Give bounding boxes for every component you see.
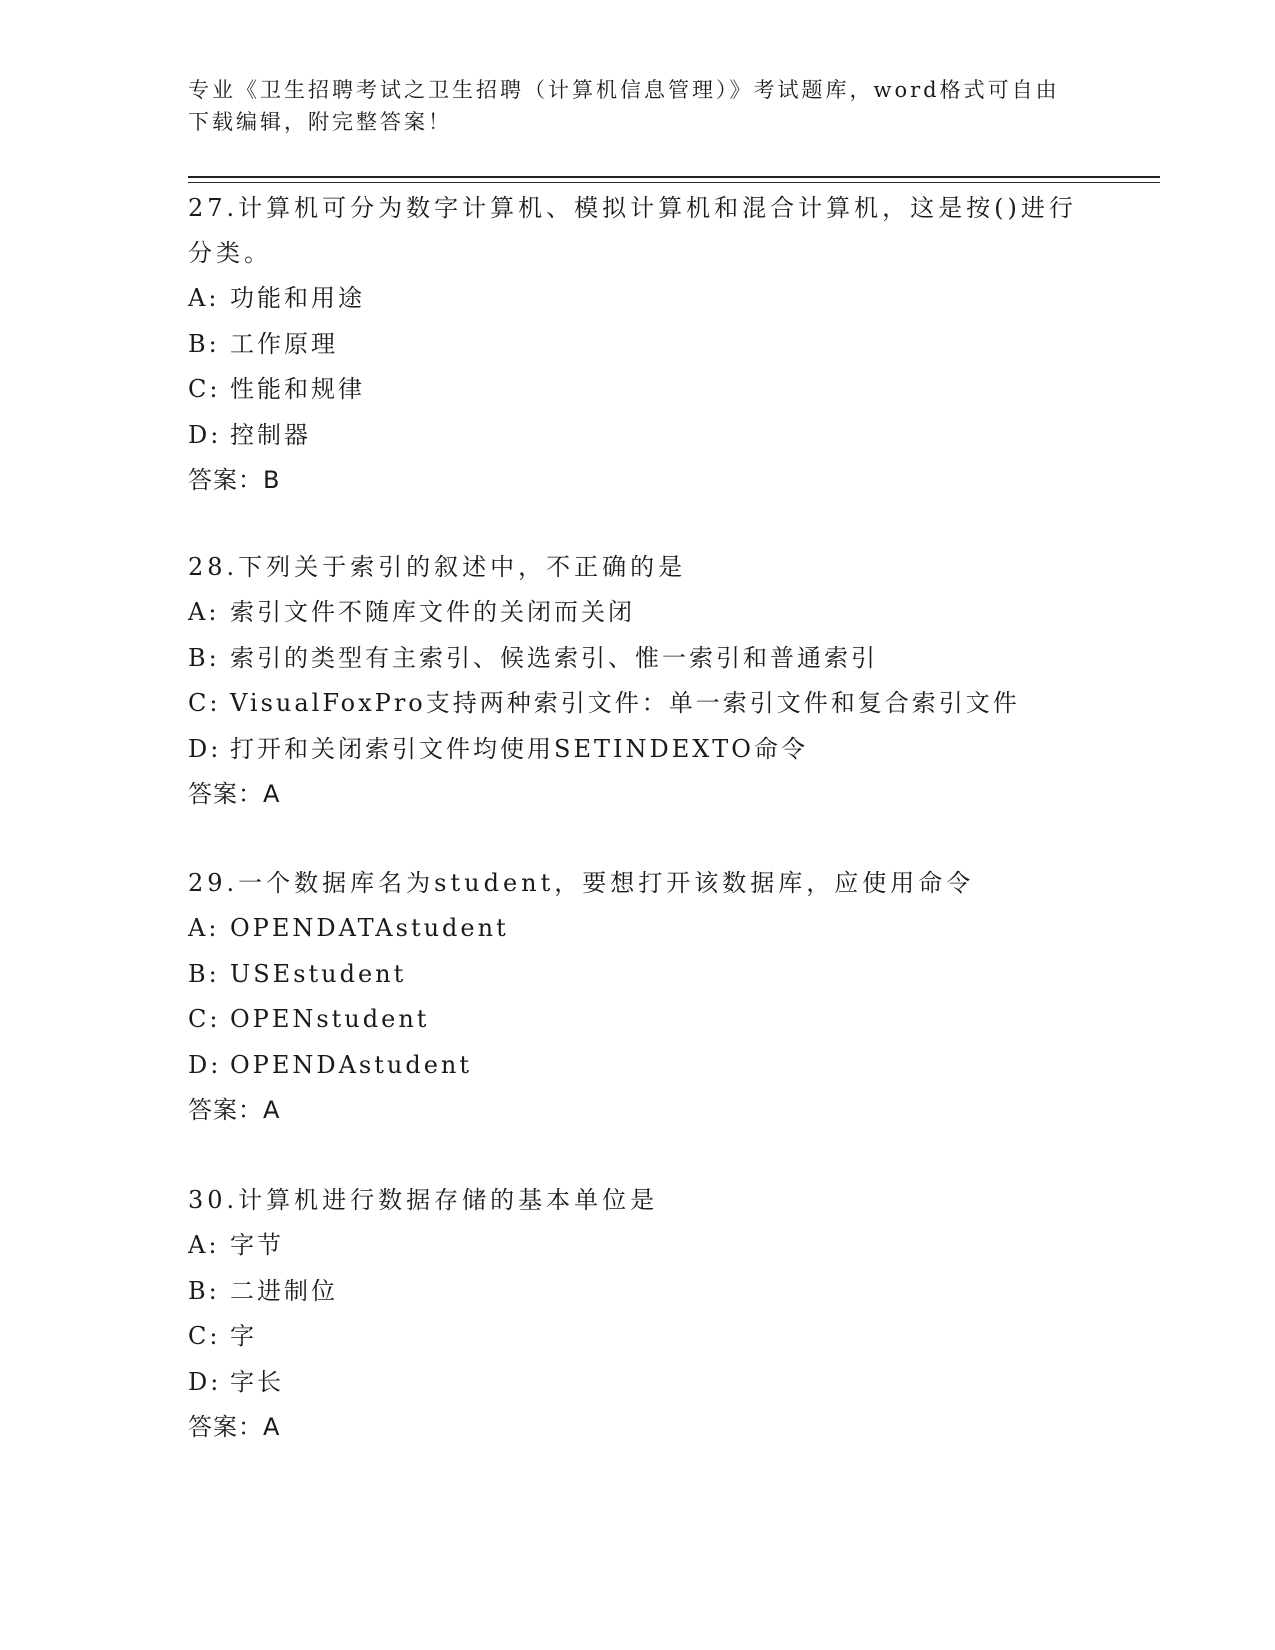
option-letter: D: (188, 420, 222, 449)
option-b (188, 1269, 1088, 1315)
option-c (188, 997, 1088, 1043)
question-stem: 30.计算机进行数据存储的基本单位是 (188, 1186, 659, 1214)
option-text: 索引文件不随库文件的关闭而关闭 (230, 598, 635, 626)
option-letter: A: (188, 914, 220, 942)
document-intro: 专业《卫生招聘考试之卫生招聘（计算机信息管理）》考试题库，word格式可自由下载编辑，附完整答案！ (188, 78, 1060, 134)
option-text: 字节 (230, 1231, 284, 1259)
option-c (188, 681, 1088, 727)
option-a (188, 906, 1088, 952)
option-letter: A: (188, 284, 220, 312)
option-text: 性能和规律 (230, 375, 365, 403)
answer-line: 答案：B (188, 466, 281, 494)
option-text: 索引的类型有主索引、候选索引、惟一索引和普通索引 (230, 643, 878, 672)
option-letter: C: (188, 689, 221, 717)
option-d (188, 1360, 1088, 1406)
option-text: 二进制位 (230, 1276, 338, 1305)
option-c (188, 1314, 1088, 1360)
option-letter: C: (188, 1322, 221, 1350)
question-stem: 28.下列关于索引的叙述中，不正确的是 (188, 553, 687, 581)
option-text: OPENstudent (230, 1005, 430, 1033)
option-d (188, 1043, 1088, 1089)
option-b (188, 952, 1088, 998)
option-text: VisualFoxPro支持两种索引文件：单一索引文件和复合索引文件 (230, 689, 1020, 717)
header-divider-thin (188, 182, 1160, 183)
option-a (188, 1223, 1088, 1269)
option-letter: B: (188, 1276, 220, 1305)
option-letter: A: (188, 598, 220, 626)
option-text: 字长 (230, 1367, 284, 1396)
option-text: 打开和关闭索引文件均使用SETINDEXTO命令 (230, 734, 808, 763)
option-letter: A: (188, 1231, 220, 1259)
option-text: OPENDAstudent (230, 1050, 473, 1079)
question-stem: 29.一个数据库名为student，要想打开该数据库，应使用命令 (188, 869, 975, 897)
question-30 (188, 1178, 1088, 1450)
option-d (188, 727, 1088, 773)
option-text: USEstudent (230, 959, 407, 988)
option-a (188, 590, 1088, 636)
option-text: 控制器 (230, 420, 311, 449)
option-d (188, 413, 1088, 459)
option-b (188, 322, 1088, 368)
option-text: 工作原理 (230, 329, 338, 358)
answer-line: 答案：A (188, 780, 281, 808)
question-28 (188, 545, 1088, 817)
option-letter: B: (188, 959, 220, 988)
question-29 (188, 861, 1088, 1133)
answer-line: 答案：A (188, 1096, 281, 1124)
option-c (188, 367, 1088, 413)
option-b (188, 636, 1088, 682)
option-letter: B: (188, 329, 220, 358)
question-27 (188, 186, 1088, 503)
option-letter: D: (188, 1050, 222, 1079)
option-letter: C: (188, 1005, 221, 1033)
option-text: 功能和用途 (230, 284, 365, 312)
question-stem: 27.计算机可分为数字计算机、模拟计算机和混合计算机，这是按()进行分类。 (188, 194, 1077, 267)
option-letter: D: (188, 734, 222, 763)
option-letter: C: (188, 375, 221, 403)
header-divider-thick (188, 176, 1160, 178)
option-text: OPENDATAstudent (230, 914, 509, 942)
option-text: 字 (230, 1322, 257, 1350)
option-a (188, 276, 1088, 322)
answer-line: 答案：A (188, 1413, 281, 1441)
option-letter: B: (188, 643, 220, 672)
option-letter: D: (188, 1367, 222, 1396)
